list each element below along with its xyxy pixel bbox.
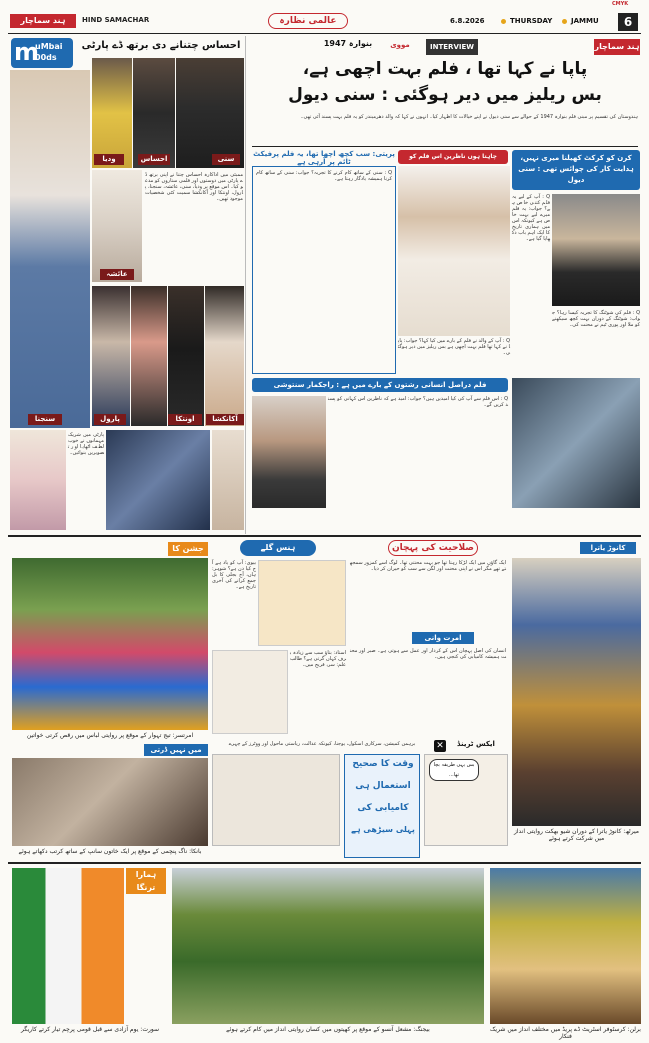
photo-ahsaas-group xyxy=(133,58,175,168)
cartoon-2 xyxy=(212,650,288,734)
label-parul: پارول xyxy=(94,414,126,425)
interview-intro: ہندوستان کی تقسیم پر مبنی فلم بنوارہ 1947 کے حوالے سے سنی دیول نے اپنے خیالات کا اظہار کیا۔ انہوں نے کہا کہ والد دھرمیندر کو یہ فلم بہت پسند آئی تھی۔ xyxy=(300,114,638,120)
joke-1: بیوی: آپ کو یاد ہے آج کیا دن ہے؟ شوہر: ہاں، آج بجلی کا بل جمع کرانے کی آخری تاریخ ہے۔ xyxy=(212,560,256,590)
interview-col-1: Q : آپ کے لیے یہ فلم کتنی خاص ہے؟ جواب: یہ فلم میرے لیے بہت خاص ہے کیونکہ اس میں ہماری تاریخ کا ایک اہم باب دکھایا گیا ہے۔ xyxy=(512,194,550,242)
x-icon: ✕ xyxy=(434,740,446,752)
interview-col-3: Q : آپ کے والد نے فلم کے بارے میں کیا کہا؟ جواب: پاپا نے کہا تھا فلم بہت اچھی ہے بس ریلیز میں دیر ہوگئی۔ xyxy=(398,338,510,356)
brand-name: HIND SAMACHAR xyxy=(82,16,150,24)
tweet-text: برہمن کمیشن، سرکاری اسکول، یوجنا، کیونکہ عدالت، ریاستی ماحول اور ووٹرز کے چہرے xyxy=(228,741,416,747)
amrit-vani-body: انسان کی اصل پہچان اس کے کردار اور عمل سے ہوتی ہے۔ صبر اور محنت ہمیشہ کامیابی کی کنجی ہیں۔ xyxy=(350,648,506,660)
interview-headline-2: بس ریلیز میں دیر ہوگئی : سنی دیول xyxy=(288,85,602,105)
issue-city: JAMMU xyxy=(571,17,599,25)
salahiyat-body: ایک گاؤں میں ایک لڑکا رہتا تھا جو بہت محنتی تھا۔ لوگ اسے کمزور سمجھتے تھے مگر اس نے اپنی محنت اور لگن سے سب کو حیران کر دیا۔ xyxy=(350,560,506,572)
logo-m: m xyxy=(14,38,40,66)
issue-date: 6.8.2026 xyxy=(450,17,485,25)
snake-caption: بانکا: ناگ پنچمی کے موقع پر ایک خاتون سانپ کے ساتھ کرتب دکھاتے ہوئے xyxy=(18,848,202,855)
film-label: مووی xyxy=(390,41,410,49)
photo-aisha xyxy=(92,170,142,282)
photo-bottom-3 xyxy=(212,430,244,530)
photo-dancers xyxy=(12,558,208,730)
photo-ahsaas xyxy=(10,70,90,428)
mumbai-body-2: پارٹی میں شریک مہمانوں نے خوب لطف اٹھایا اور تصویریں بنوائیں۔ xyxy=(68,432,104,456)
photo-mashal xyxy=(172,868,484,1024)
anokha-section xyxy=(488,864,641,1039)
cartoon-bubble: بس یہی طریقہ بچا تھا... xyxy=(429,759,479,781)
kanwar-caption: میرٹھ: کانوڑ یاترا کے دوران شیو بھکت روایتی انداز میں شرکت کرتے ہوئے xyxy=(513,828,640,842)
interview-col-5: Q : اس فلم سے آپ کی کیا امیدیں ہیں؟ جواب: امید ہے کہ ناظرین اس کہانی کو پسند کریں گے۔ xyxy=(328,396,508,408)
dot-1 xyxy=(501,19,506,24)
cartoon-tweet xyxy=(212,754,340,846)
mid-rule xyxy=(8,535,641,537)
photo-sunny xyxy=(176,58,244,168)
amrit-vani-title: امرت وانی xyxy=(412,632,474,644)
photo-vidya xyxy=(92,58,132,168)
header-rule xyxy=(8,33,641,34)
preity-quote: پریتی: سب کچھ اچھا تھا، یہ فلم پرفیکٹ ٹائم پر آرہی ہے xyxy=(253,150,395,166)
hansgulle-title: ہنس گلے xyxy=(260,543,296,552)
preity-subhead xyxy=(398,150,508,164)
mashal-section xyxy=(170,864,486,1039)
kanwar-section xyxy=(510,538,641,848)
hansgulle-title-box xyxy=(240,540,316,556)
intro-rule xyxy=(252,146,638,147)
snake-section xyxy=(8,744,208,860)
quote-line-3: کامیابی کی xyxy=(357,803,409,813)
santoshi-subhead-text: فلم دراصل انسانی رشتوں کے بارے میں ہے : راجکمار سنتوشی xyxy=(273,381,487,389)
anokha-caption: برلن: کرسٹوفر اسٹریٹ ڈے پریڈ میں مختلف انداز میں شریک فنکار xyxy=(490,1026,641,1040)
photo-santoshi xyxy=(252,396,326,508)
photo-bottom-1 xyxy=(10,430,66,530)
tweet-section xyxy=(210,740,508,860)
photo-parul xyxy=(131,286,167,426)
photo-anokha xyxy=(490,868,641,1024)
interview-section xyxy=(248,36,641,534)
mumbai-headline: احساس چتنانے دی برتھ ڈے پارٹی xyxy=(81,40,241,51)
label-avantika: اونتکا xyxy=(168,414,202,425)
interview-tag: ہند سماچار xyxy=(594,39,640,55)
section-title: عالمی نظارہ xyxy=(268,13,348,29)
quote-line-2: استعمال ہی xyxy=(355,781,411,791)
label-akanksha: آکانکشا xyxy=(206,414,244,425)
photo-akanksha xyxy=(205,286,244,426)
label-sunny: سنی xyxy=(212,154,240,165)
sunny-subhead xyxy=(512,150,640,190)
page-header xyxy=(0,0,649,36)
mashal-caption: بیجنگ: مشعل آنسو کے موقع پر کھیتوں میں کسان روایتی انداز میں کام کرتے ہوئے xyxy=(226,1026,430,1033)
logo-line1: uMbai xyxy=(35,42,63,51)
cmyk-mark: CMYK xyxy=(612,1,629,7)
mumbai-moods-section xyxy=(8,36,246,534)
photo-kanwar xyxy=(512,558,641,826)
photo-sunny-deol xyxy=(552,194,640,306)
photo-snake xyxy=(12,758,208,846)
santoshi-subhead xyxy=(252,378,508,392)
photo-avantika xyxy=(168,286,204,426)
photo-sanjana xyxy=(92,286,130,426)
photo-flag xyxy=(12,868,124,1024)
cartoon-1 xyxy=(258,560,346,646)
hansgulle-section xyxy=(210,538,346,738)
jashn-section xyxy=(8,538,208,744)
brand-logo: ہند سماچار xyxy=(10,14,76,28)
kanwar-title: کانوڑ یاترا xyxy=(580,542,636,554)
flag-title: ہمارا ترنگا xyxy=(126,868,166,894)
tweet-label: ایکس ٹرینڈ xyxy=(457,740,495,748)
joke-2: استاد: بتاؤ سب سے زیادہ برف کہاں گرتی ہے؟ طالب علم: سر، فریج میں۔ xyxy=(290,650,346,668)
interview-col-2: Q : فلم کی شوٹنگ کا تجربہ کیسا رہا؟ جواب: شوٹنگ کے دوران بہت کچھ سیکھنے کو ملا اور پوری ٹیم نے محنت کی۔ xyxy=(552,310,640,328)
snake-title: میں نہیں ڈرتی xyxy=(144,744,208,756)
label-ahsaas: احساس xyxy=(138,154,170,165)
issue-day: THURSDAY xyxy=(510,17,553,25)
salahiyat-title: صلاحیت کی پہچان xyxy=(388,540,478,556)
dot-2 xyxy=(562,19,567,24)
cartoon-right xyxy=(424,754,508,846)
photo-preity xyxy=(398,166,510,336)
photo-sunny-inset xyxy=(512,378,640,508)
salahiyat-section xyxy=(348,538,508,738)
mumbai-logo xyxy=(11,38,73,68)
jashn-title: جشن کا xyxy=(168,542,208,556)
flag-caption: سورت: یوم آزادی سے قبل قومی پرچم تیار کرتے کاریگر xyxy=(20,1026,159,1033)
flag-section xyxy=(8,864,168,1039)
logo-line2: 00ds xyxy=(35,53,57,62)
photo-bottom-2 xyxy=(106,430,210,530)
label-vidya: ودیا xyxy=(94,154,124,165)
page-number: 6 xyxy=(618,13,638,31)
jashn-caption: امرتسر: تیج تہوار کے موقع پر روایتی لباس میں رقص کرتی خواتین xyxy=(26,732,194,739)
interview-headline-1: پاپا نے کہا تھا ، فلم بہت اچھی ہے، xyxy=(302,59,588,79)
label-sanjana: سنجنا xyxy=(28,414,62,425)
quote-box xyxy=(344,754,420,858)
mumbai-body: ممبئی میں اداکارہ احساس چتنا نے اپنی برتھ ڈے پارٹی میں دوستوں اور فلمی ستاروں کو مدعو کیا۔ اس موقع پر ودیا، سنی، عائشہ، سنجنا، پارول، اونتکا اور آکانکشا سمیت کئی شخصیات موجود تھیں۔ xyxy=(145,172,243,202)
sunny-subhead-text: کرن کو کرکٹ کھیلنا میری نہیں، ہدایت کار کی چوائس تھی : سنی دیول xyxy=(518,154,634,184)
preity-subhead-text: چاہتا ہوں ناظرین اس فلم کو xyxy=(409,153,497,160)
interview-label: INTERVIEW xyxy=(426,39,478,55)
interview-col-4: Q : سنی کے ساتھ کام کرنے کا تجربہ؟ جواب: سنی کے ساتھ کام کرنا ہمیشہ یادگار رہتا ہے۔ xyxy=(252,166,396,374)
label-aisha: عائشہ xyxy=(100,269,134,280)
film-tag: بنوارہ 1947 xyxy=(323,39,373,48)
quote-line-4: پہلی سیڑھی ہے xyxy=(351,825,415,834)
quote-line-1: وقت کا صحیح xyxy=(352,759,414,769)
